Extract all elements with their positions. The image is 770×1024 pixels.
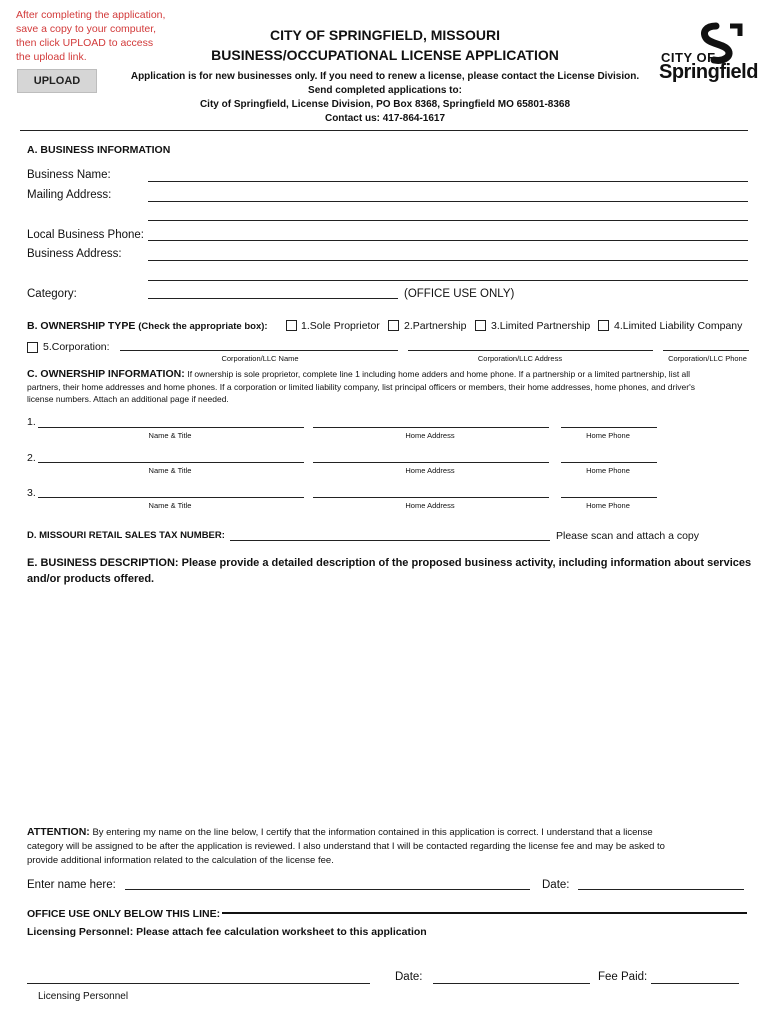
limited-partnership-checkbox[interactable] — [475, 320, 486, 331]
office-use-heading: OFFICE USE ONLY BELOW THIS LINE: — [27, 908, 221, 920]
upload-note-line: the upload link. — [16, 51, 87, 63]
home-address-caption: Home Address — [405, 501, 455, 510]
sales-tax-number-field[interactable] — [230, 540, 550, 541]
section-e-line: and/or products offered. — [27, 573, 155, 585]
business-address-field[interactable] — [148, 260, 748, 261]
business-name-label: Business Name: — [27, 169, 111, 181]
sole-proprietor-label: 1.Sole Proprietor — [301, 320, 380, 332]
form-title: BUSINESS/OCCUPATIONAL LICENSE APPLICATION — [211, 47, 559, 63]
attention-text: provide additional information related to the calculation of the license fee. — [27, 855, 334, 866]
section-c-heading: C. OWNERSHIP INFORMATION: — [27, 368, 185, 380]
name-title-caption: Name & Title — [148, 431, 192, 440]
corporation-address-caption: Corporation/LLC Address — [477, 354, 563, 363]
section-a-heading: A. BUSINESS INFORMATION — [27, 144, 171, 156]
mailing-address-field[interactable] — [148, 201, 748, 202]
owner-1-address-field[interactable] — [313, 427, 549, 428]
home-phone-caption: Home Phone — [586, 466, 630, 475]
owner-3-address-field[interactable] — [313, 497, 549, 498]
owner-1-phone-field[interactable] — [561, 427, 657, 428]
home-phone-caption: Home Phone — [586, 431, 630, 440]
business-description-area[interactable] — [27, 592, 747, 812]
fee-paid-label: Fee Paid: — [598, 971, 648, 983]
partnership-checkbox[interactable] — [388, 320, 399, 331]
corporation-checkbox[interactable] — [27, 342, 38, 353]
upload-button[interactable]: UPLOAD — [17, 69, 97, 93]
sole-proprietor-checkbox[interactable] — [286, 320, 297, 331]
mailing-address-label: Mailing Address: — [27, 189, 112, 201]
owner-row-number: 2. — [27, 452, 36, 464]
business-name-field[interactable] — [148, 181, 748, 182]
springfield-logo — [658, 20, 758, 86]
header-divider — [20, 130, 748, 131]
owner-row-number: 1. — [27, 416, 36, 428]
office-date-field[interactable] — [433, 983, 590, 984]
section-c-block — [27, 368, 762, 405]
home-address-caption: Home Address — [405, 431, 455, 440]
attention-label: ATTENTION: — [27, 826, 90, 838]
business-address-label: Business Address: — [27, 248, 122, 260]
corporation-name-caption: Corporation/LLC Name — [221, 354, 299, 363]
section-c-text: license numbers. Attach an additional page if needed. — [27, 394, 229, 404]
section-d-heading: D. MISSOURI RETAIL SALES TAX NUMBER: — [27, 530, 225, 541]
attention-date-label: Date: — [542, 879, 570, 891]
name-title-caption: Name & Title — [148, 501, 192, 510]
llc-checkbox[interactable] — [598, 320, 609, 331]
section-c-text: partners, their home addresses and home phones. If a corporation or limited liability company, list principal officers or members, their home addresses, home phones, and driver's — [27, 382, 695, 392]
enter-name-field[interactable] — [125, 889, 530, 890]
owner-row-number: 3. — [27, 487, 36, 499]
upload-note-line: save a copy to your computer, — [16, 23, 157, 35]
header-line: Send completed applications to: — [308, 85, 462, 96]
upload-note-line: then click UPLOAD to access — [16, 37, 154, 49]
logo-springfield: Springfield — [659, 61, 758, 83]
header-line: Application is for new businesses only. If you need to renew a license, please contact the License Division. — [130, 71, 640, 82]
owner-2-address-field[interactable] — [313, 462, 549, 463]
corporation-phone-field[interactable] — [663, 350, 749, 351]
logo-city-of: CITY OF — [661, 50, 716, 65]
section-b-hint: (Check the appropriate box): — [138, 321, 268, 332]
local-phone-label: Local Business Phone: — [27, 229, 144, 241]
home-phone-caption: Home Phone — [586, 501, 630, 510]
page-title: CITY OF SPRINGFIELD, MISSOURI — [270, 27, 500, 43]
enter-name-label: Enter name here: — [27, 879, 116, 891]
partnership-label: 2.Partnership — [404, 320, 467, 332]
section-c-text: If ownership is sole proprietor, complete line 1 including home adders and home phone. If a partnership or a limited partnership, list all — [187, 369, 691, 379]
owner-2-name-field[interactable] — [38, 462, 304, 463]
owner-2-phone-field[interactable] — [561, 462, 657, 463]
mailing-address-field-2[interactable] — [148, 220, 748, 221]
section-b-title: B. OWNERSHIP TYPE — [27, 320, 136, 332]
llc-label: 4.Limited Liability Company — [614, 320, 743, 332]
attention-date-field[interactable] — [578, 889, 744, 890]
owner-3-name-field[interactable] — [38, 497, 304, 498]
office-use-only-note: (OFFICE USE ONLY) — [404, 288, 515, 300]
owner-3-phone-field[interactable] — [561, 497, 657, 498]
category-label: Category: — [27, 288, 77, 300]
section-e-heading — [27, 555, 762, 587]
header-line: City of Springfield, License Division, PO Box 8368, Springfield MO 65801-8368 — [199, 99, 571, 110]
name-title-caption: Name & Title — [148, 466, 192, 475]
local-phone-field[interactable] — [148, 240, 748, 241]
attention-block — [27, 825, 757, 868]
office-use-subheading: Licensing Personnel: Please attach fee calculation worksheet to this application — [27, 926, 427, 938]
limited-partnership-label: 3.Limited Partnership — [491, 320, 591, 332]
upload-instructions — [16, 8, 186, 64]
corporation-label: 5.Corporation: — [43, 341, 110, 353]
upload-note-line: After completing the application, — [16, 9, 166, 21]
licensing-personnel-caption: Licensing Personnel — [38, 991, 129, 1002]
owner-1-name-field[interactable] — [38, 427, 304, 428]
section-e-line: E. BUSINESS DESCRIPTION: Please provide a detailed description of the proposed business activity, including information about services — [27, 557, 752, 569]
home-address-caption: Home Address — [405, 466, 455, 475]
sales-tax-note: Please scan and attach a copy — [556, 530, 700, 542]
office-date-label: Date: — [395, 971, 423, 983]
fee-paid-field[interactable] — [651, 983, 739, 984]
header-line: Contact us: 417-864-1617 — [324, 113, 446, 124]
licensing-personnel-field[interactable] — [27, 983, 370, 984]
section-b-heading — [27, 320, 268, 332]
attention-text: category will be assigned to be after the application is reviewed. I also understand that I will be contacted regarding the license fee and may be asked to — [27, 841, 665, 852]
business-address-field-2[interactable] — [148, 280, 748, 281]
corporation-name-field[interactable] — [120, 350, 398, 351]
corporation-phone-caption: Corporation/LLC Phone — [668, 354, 747, 363]
corporation-address-field[interactable] — [408, 350, 653, 351]
office-use-divider — [222, 912, 747, 914]
attention-text: By entering my name on the line below, I certify that the information contained in this application is correct. I understand that a license — [92, 827, 653, 838]
category-field[interactable] — [148, 298, 398, 299]
